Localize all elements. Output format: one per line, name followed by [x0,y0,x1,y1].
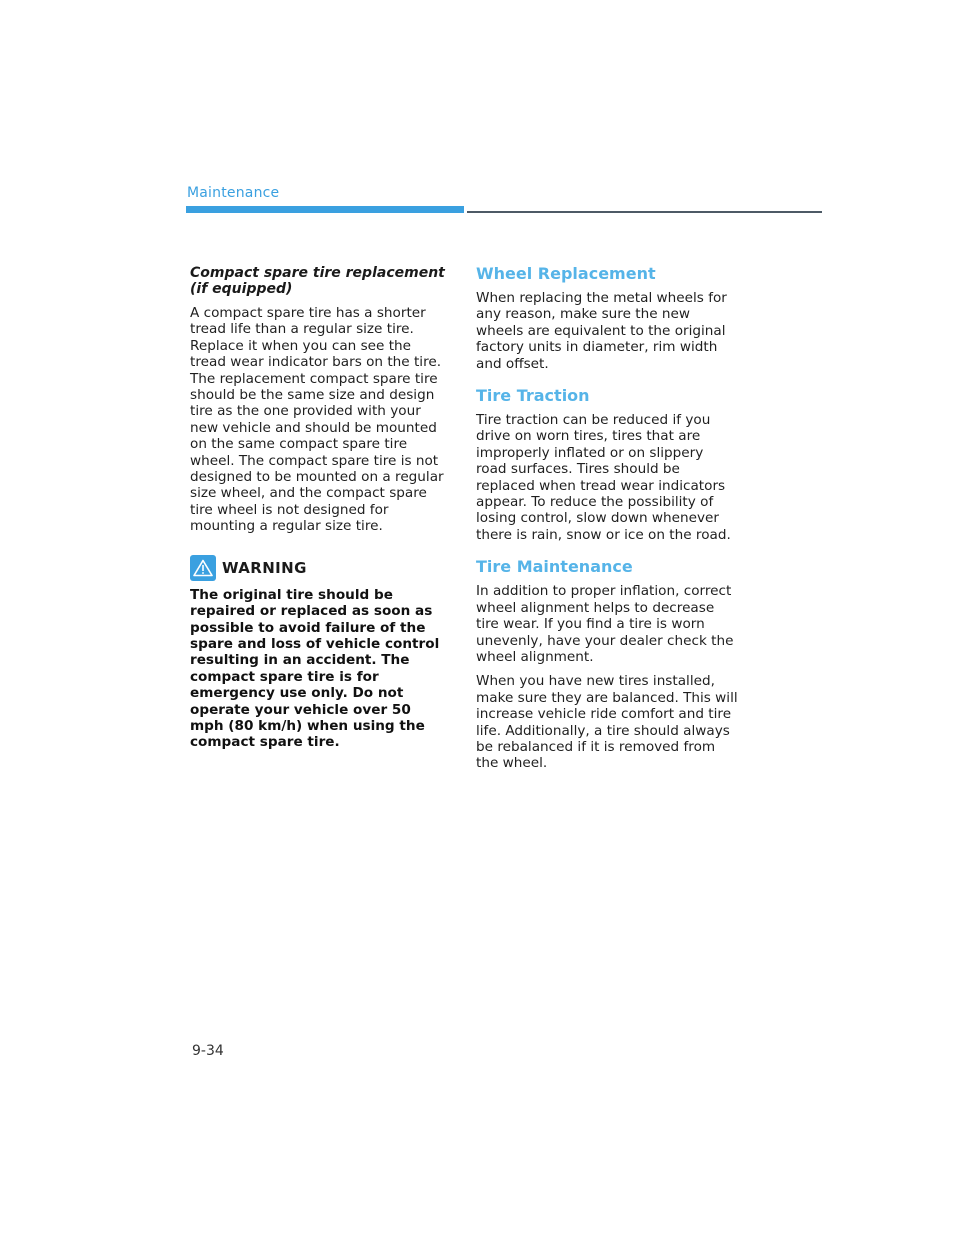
wheel-replacement-text: When replacing the metal wheels for any reason, make sure the new wheels are equivalent to the original factory units in diameter, rim width and offset. [476,290,727,372]
warning-label: WARNING [222,558,307,577]
wheel-replacement-heading: Wheel Replacement [476,264,656,283]
tire-traction-heading: Tire Traction [476,386,590,406]
compact-spare-paragraph: A compact spare tire has a shorter tread life than a regular size tire. Replace it when you can see the tread wear indicator bars on the tire. The replacement compact spare tire should be the same size and design tire as the one provided with your new vehicle and should be mounted on the same compact spare tire wheel. The compact spare tire is not designed to be mounted on a regular size wheel, and the compact spare tire wheel is not designed for mounting a regular size tire. [190,305,444,535]
tire-maintenance-heading: Tire Maintenance [476,557,633,577]
tire-traction-text: Tire traction can be reduced if you drive on worn tires, tires that are improperly inflated or on slippery road surfaces. Tires should be replaced when tread wear indicators appear. To reduce the possibility of losing control, slow down whenever there is rain, snow or ice on the road. [476,412,731,543]
page-number: 9-34 [192,1043,224,1059]
warning-triangle-icon [190,555,216,581]
right-column [476,264,738,772]
tire-maintenance-text-1: In addition to proper inflation, correct wheel alignment helps to decrease tire wear. If you find a tire is worn unevenly, have your dealer check the wheel alignment. [476,583,734,665]
header-accent-bar [186,206,464,213]
warning-header [190,555,448,581]
warning-text: The original tire should be repaired or replaced as soon as possible to avoid failure of the spare and loss of vehicle control resulting in an accident. The compact spare tire is for emergency use only. Do not operate your vehicle over 50 mph (80 km/h) when using the compact spare tire. [190,586,440,751]
tire-maintenance-text-2: When you have new tires installed, make sure they are balanced. This will increase vehicle ride comfort and tire life. Additionally, a tire should always be rebalanced if it is removed from the wheel. [476,673,738,772]
header-rule [467,211,822,213]
left-column [190,265,448,751]
compact-spare-subheading: Compact spare tire replacement (if equipped) [190,265,445,297]
section-title: Maintenance [187,185,280,201]
